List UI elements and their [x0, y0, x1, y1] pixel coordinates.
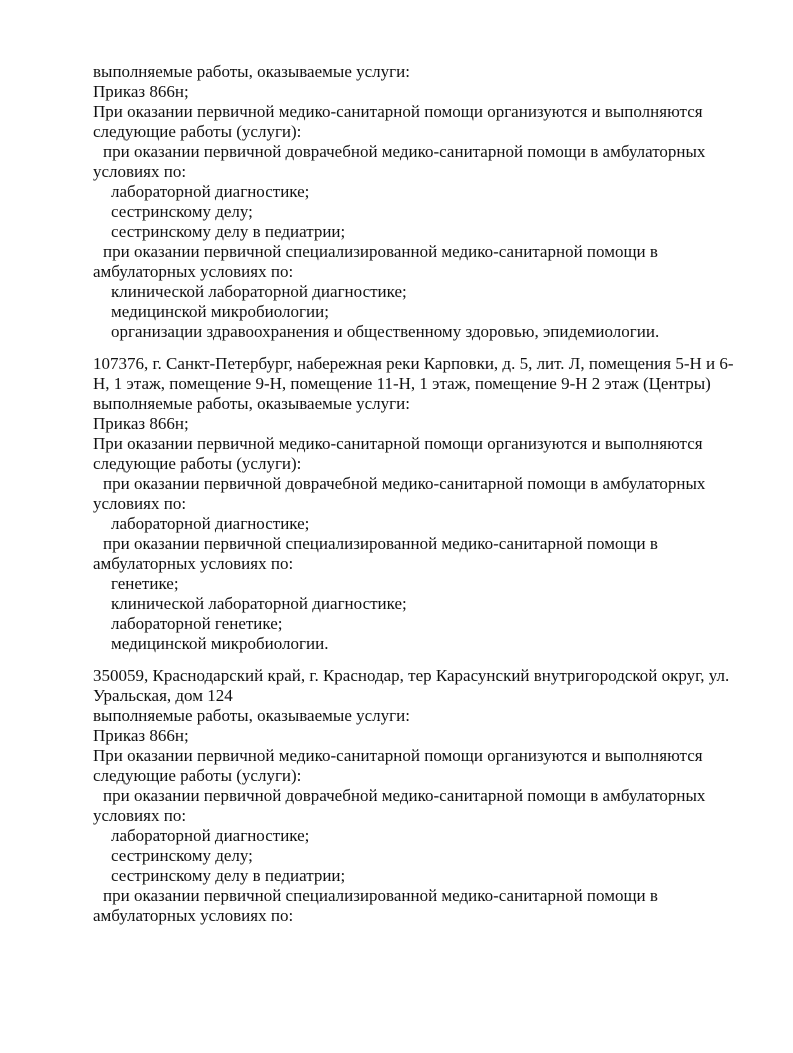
document-paragraph: медицинской микробиологии; — [111, 302, 329, 321]
document-paragraph: при оказании первичной специализированной медико-санитарной помощи в амбулаторных условиях по: — [93, 242, 658, 281]
document-paragraph: при оказании первичной доврачебной медико-санитарной помощи в амбулаторных условиях по: — [93, 142, 706, 181]
services-block-1 — [93, 62, 745, 342]
document-paragraph: При оказании первичной медико-санитарной помощи организуются и выполняются следующие работы (услуги): — [93, 746, 703, 785]
document-paragraph: клинической лабораторной диагностике; — [111, 594, 407, 613]
document-paragraph: Приказ 866н; — [93, 82, 189, 101]
document-paragraph: выполняемые работы, оказываемые услуги: — [93, 62, 410, 81]
document-content — [93, 62, 745, 926]
document-paragraph: лабораторной генетике; — [111, 614, 283, 633]
document-paragraph: при оказании первичной специализированной медико-санитарной помощи в амбулаторных условиях по: — [93, 534, 658, 573]
document-paragraph: Приказ 866н; — [93, 414, 189, 433]
document-paragraph: выполняемые работы, оказываемые услуги: — [93, 394, 410, 413]
document-paragraph: при оказании первичной специализированной медико-санитарной помощи в амбулаторных условиях по: — [93, 886, 658, 925]
document-paragraph: сестринскому делу в педиатрии; — [111, 866, 346, 885]
document-paragraph: выполняемые работы, оказываемые услуги: — [93, 706, 410, 725]
document-paragraph: При оказании первичной медико-санитарной помощи организуются и выполняются следующие работы (услуги): — [93, 434, 703, 473]
document-paragraph: медицинской микробиологии. — [111, 634, 329, 653]
document-paragraph: при оказании первичной доврачебной медико-санитарной помощи в амбулаторных условиях по: — [93, 786, 706, 825]
services-block-krasnodar — [93, 666, 745, 926]
document-paragraph: организации здравоохранения и общественному здоровью, эпидемиологии. — [111, 322, 660, 341]
document-paragraph: сестринскому делу; — [111, 846, 253, 865]
document-paragraph: При оказании первичной медико-санитарной помощи организуются и выполняются следующие работы (услуги): — [93, 102, 703, 141]
services-block-spb — [93, 354, 745, 654]
document-paragraph: 350059, Краснодарский край, г. Краснодар, тер Карасунский внутригородской округ, ул. Уральская, дом 124 — [93, 666, 730, 705]
document-paragraph: при оказании первичной доврачебной медико-санитарной помощи в амбулаторных условиях по: — [93, 474, 706, 513]
document-paragraph: лабораторной диагностике; — [111, 182, 310, 201]
document-paragraph: сестринскому делу в педиатрии; — [111, 222, 346, 241]
document-paragraph: лабораторной диагностике; — [111, 514, 310, 533]
document-paragraph: генетике; — [111, 574, 179, 593]
document-paragraph: лабораторной диагностике; — [111, 826, 310, 845]
document-paragraph: Приказ 866н; — [93, 726, 189, 745]
document-paragraph: клинической лабораторной диагностике; — [111, 282, 407, 301]
document-paragraph: сестринскому делу; — [111, 202, 253, 221]
document-paragraph: 107376, г. Санкт-Петербург, набережная реки Карповки, д. 5, лит. Л, помещения 5-Н и 6-Н, 1 этаж, помещение 9-Н, помещение 11-Н, 1 этаж, помещение 9-Н 2 этаж (Центры) — [93, 354, 734, 393]
